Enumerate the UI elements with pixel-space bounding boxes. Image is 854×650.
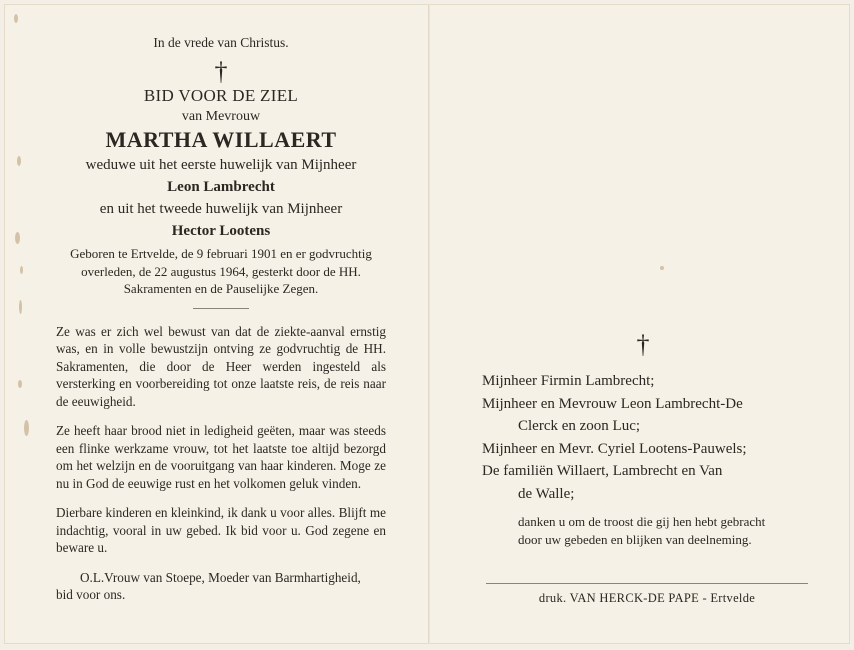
- age-spot: [14, 14, 18, 23]
- paragraph-farewell: Dierbare kinderen en kleinkind, ik dank u voor alles. Blijft me indachtig, vooral in uw gebed. Ik bid voor u. God zegene en beware u.: [56, 505, 386, 555]
- printer-rule: [486, 583, 808, 584]
- age-spot: [19, 300, 22, 314]
- printer-credit: druk. VAN HERCK-DE PAPE - Ertvelde: [538, 591, 756, 605]
- widow-line-1: weduwe uit het eerste huwelijk van Mijnheer: [85, 157, 357, 173]
- paragraph-life: Ze heeft haar brood niet in ledigheid geëten, maar was steeds een flinke werkzame vrouw, tot het laatste toe altijd bezorgd om het welzijn en de vooruitgang van haar kinderen. Moge ze nu in God de eeuwige rust en het volkomen geluk vinden.: [56, 423, 386, 491]
- closing-prayer-line-2: bid voor ons.: [56, 587, 126, 602]
- widow-line-2: en uit het tweede huwelijk van Mijnheer: [99, 201, 343, 217]
- deceased-name: MARTHA WILLAERT: [105, 127, 337, 152]
- age-spot: [18, 380, 22, 388]
- husband-1: Leon Lambrecht: [167, 179, 275, 195]
- family-entry-cont: de Walle;: [518, 485, 575, 502]
- birth-death-line: Geboren te Ertvelde, de 9 februari 1901 en er godvruchtig: [70, 246, 372, 261]
- husband-2: Hector Lootens: [171, 223, 271, 239]
- thanks-line-1: danken u om de troost die gij hen hebt gebracht: [518, 514, 766, 529]
- birth-death-line: Sakramenten en de Pauselijke Zegen.: [123, 281, 319, 296]
- birth-death-line: overleden, de 22 augustus 1964, gesterkt door de HH.: [81, 263, 361, 279]
- family-entry: Mijnheer en Mevr. Cyriel Lootens-Pauwels;: [482, 440, 747, 457]
- family-entry: Mijnheer en Mevrouw Leon Lambrecht-De: [482, 395, 743, 412]
- right-panel: [482, 330, 812, 606]
- thanks-text: [482, 513, 812, 549]
- left-panel: [56, 34, 386, 604]
- card-fold-line: [428, 4, 430, 644]
- closing-prayer-line-1: O.L.Vrouw van Stoepe, Moeder van Barmhartigheid,: [80, 569, 361, 585]
- thanks-line-2: door uw gebeden en blijken van deelneming.: [518, 532, 752, 547]
- family-entry-cont: Clerck en zoon Luc;: [518, 418, 641, 434]
- age-spot: [24, 420, 29, 436]
- prayer-heading: BID VOOR DE ZIEL: [143, 86, 299, 105]
- family-entry: Mijnheer Firmin Lambrecht;: [482, 373, 655, 389]
- cross-icon: †: [214, 57, 228, 86]
- van-mevrouw: van Mevrouw: [181, 109, 261, 124]
- birth-death-info: [56, 245, 386, 298]
- age-spot: [660, 266, 664, 270]
- family-entry: De familiën Willaert, Lambrecht en Van: [482, 463, 723, 479]
- age-spot: [17, 156, 21, 166]
- separator-line: [193, 308, 249, 309]
- family-list: [482, 370, 812, 505]
- paragraph-illness: Ze was er zich wel bewust van dat de ziekte-aanval ernstig was, en in volle bewustzijn ontving ze godvruchtig de HH. Sakramenten, die door de Heer werden ingesteld als versterking en voorbereiding tot onze laatste reis, de reis naar de eeuwigheid.: [56, 323, 386, 409]
- closing-prayer: [56, 569, 386, 604]
- cross-icon: †: [636, 330, 650, 359]
- age-spot: [15, 232, 20, 244]
- age-spot: [20, 266, 23, 274]
- intro-line: In de vrede van Christus.: [153, 35, 289, 50]
